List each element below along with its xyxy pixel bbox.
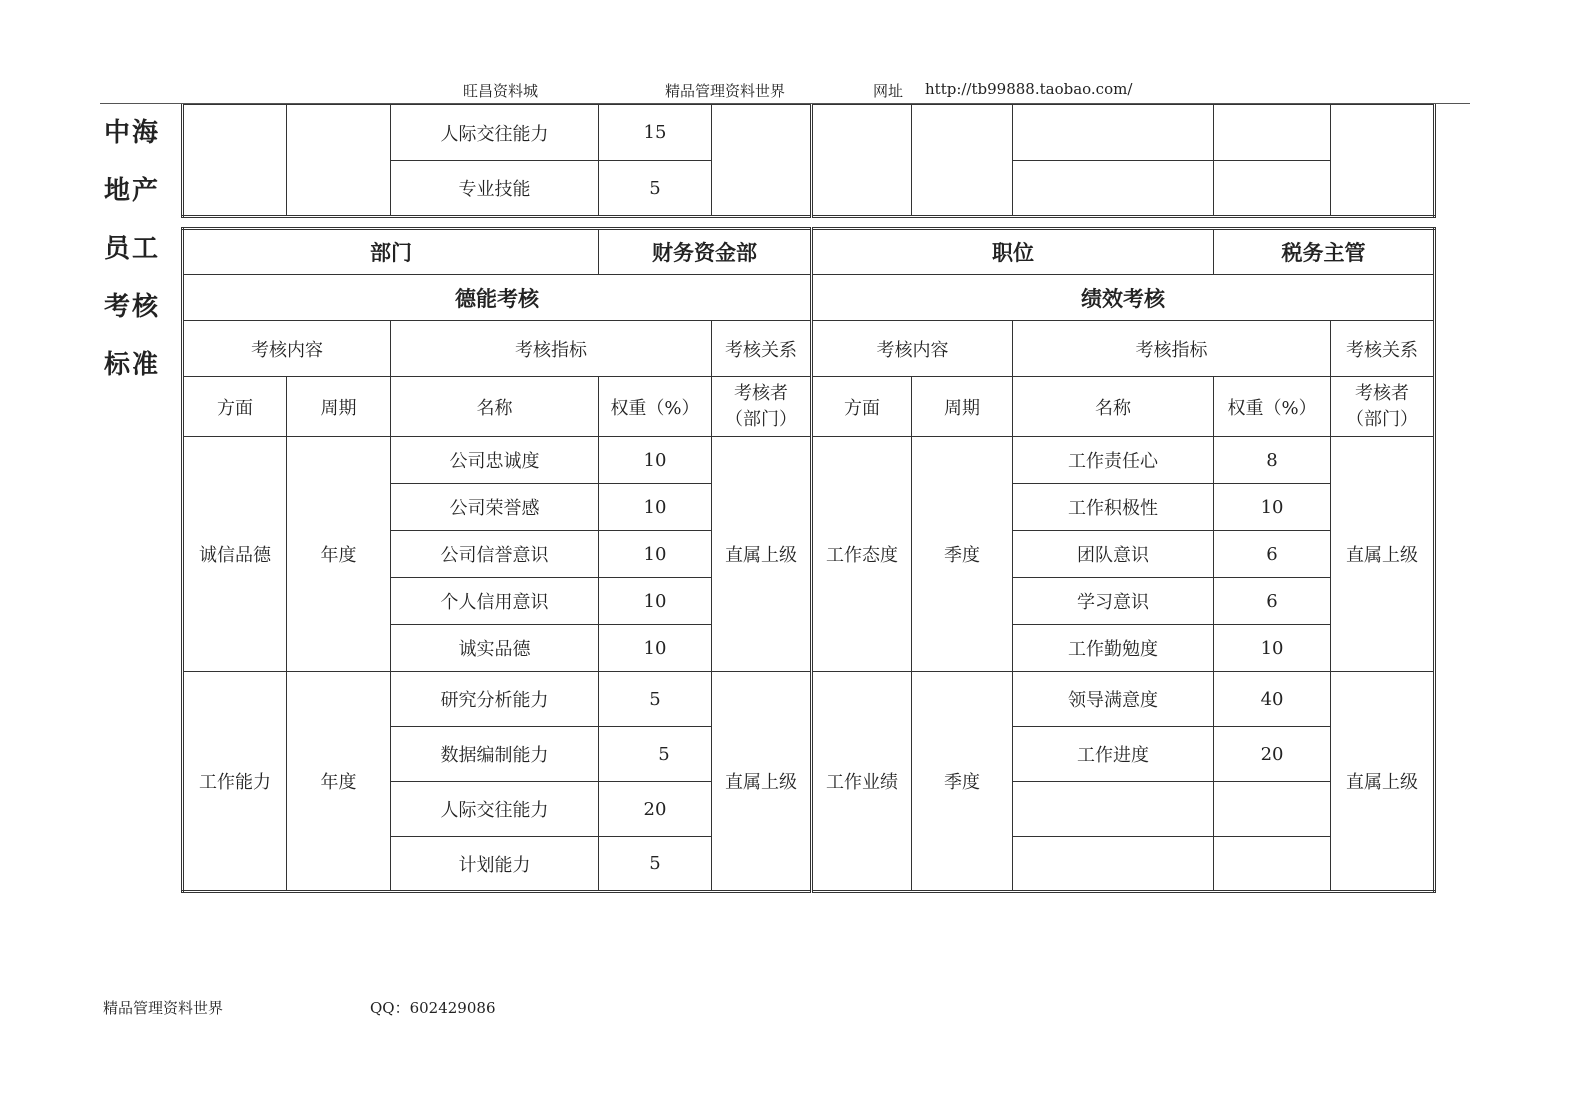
empty-cell (1331, 105, 1435, 217)
aspect-cell: 诚信品德 (183, 437, 287, 672)
item-name: 公司荣誉感 (391, 484, 599, 531)
header-period: 周期 (287, 377, 391, 437)
side-title (104, 104, 160, 394)
header-assessor-line: 考核者 (1355, 382, 1410, 404)
aspect-cell: 工作态度 (812, 437, 912, 672)
empty-cell (1013, 105, 1214, 161)
item-name: 个人信用意识 (391, 578, 599, 625)
item-name: 研究分析能力 (391, 672, 599, 727)
item-name: 诚实品德 (391, 625, 599, 672)
side-title-line: 中海 (104, 118, 161, 148)
header-content: 考核内容 (812, 321, 1013, 377)
item-weight: 10 (599, 625, 712, 672)
item-name (1013, 837, 1214, 892)
item-name: 专业技能 (391, 161, 599, 217)
item-name: 数据编制能力 (391, 727, 599, 782)
aspect-cell: 工作业绩 (812, 672, 912, 892)
footer-brand: 精品管理资料世界 (103, 999, 224, 1017)
empty-cell (912, 105, 1013, 217)
item-name: 计划能力 (391, 837, 599, 892)
footer-qq: QQ：602429086 (370, 999, 496, 1017)
empty-cell (1214, 161, 1331, 217)
post-value: 税务主管 (1214, 229, 1435, 275)
header-index: 考核指标 (391, 321, 712, 377)
side-title-line: 地产 (104, 176, 161, 206)
item-name: 人际交往能力 (391, 782, 599, 837)
item-name: 工作积极性 (1013, 484, 1214, 531)
relation-cell: 直属上级 (1331, 437, 1435, 672)
header-assessor (1331, 377, 1435, 437)
period-cell: 季度 (912, 437, 1013, 672)
header-relation: 考核关系 (1331, 321, 1435, 377)
item-name: 学习意识 (1013, 578, 1214, 625)
item-name: 公司信誉意识 (391, 531, 599, 578)
header-assessor (712, 377, 812, 437)
period-cell: 季度 (912, 672, 1013, 892)
header-name: 名称 (1013, 377, 1214, 437)
item-name: 工作责任心 (1013, 437, 1214, 484)
header-site-url[interactable]: http://tb99888.taobao.com/ (925, 80, 1133, 98)
empty-cell (287, 105, 391, 217)
table-row (183, 672, 1435, 727)
assessment-table (181, 227, 1436, 893)
header-shop: 旺昌资料城 (463, 82, 539, 100)
item-weight: 10 (599, 578, 712, 625)
table-row (183, 437, 1435, 484)
side-title-line: 员工 (104, 234, 161, 264)
header-site-label: 网址 (873, 82, 904, 100)
item-name: 公司忠诚度 (391, 437, 599, 484)
item-name: 工作勤勉度 (1013, 625, 1214, 672)
item-weight: 20 (1214, 727, 1331, 782)
period-cell: 年度 (287, 437, 391, 672)
header-assessor-line: （部门） (1346, 408, 1419, 430)
header-slogan: 精品管理资料世界 (665, 82, 786, 100)
header-aspect: 方面 (812, 377, 912, 437)
item-name: 领导满意度 (1013, 672, 1214, 727)
section-title-right: 绩效考核 (812, 275, 1435, 321)
header-weight: 权重（%） (599, 377, 712, 437)
item-weight: 20 (599, 782, 712, 837)
empty-cell (183, 105, 287, 217)
item-weight: 8 (1214, 437, 1331, 484)
header-name: 名称 (391, 377, 599, 437)
dept-label: 部门 (183, 229, 599, 275)
item-weight: 10 (599, 484, 712, 531)
item-name: 人际交往能力 (391, 105, 599, 161)
item-weight: 5 (599, 161, 712, 217)
header-content: 考核内容 (183, 321, 391, 377)
empty-cell (812, 105, 912, 217)
header-index: 考核指标 (1013, 321, 1331, 377)
header-weight: 权重（%） (1214, 377, 1331, 437)
top-fragment-table (181, 104, 1436, 218)
header-period: 周期 (912, 377, 1013, 437)
relation-cell: 直属上级 (1331, 672, 1435, 892)
item-weight: 6 (1214, 531, 1331, 578)
item-weight: 10 (1214, 484, 1331, 531)
empty-cell (1013, 161, 1214, 217)
item-name (1013, 782, 1214, 837)
period-cell: 年度 (287, 672, 391, 892)
item-weight: 15 (599, 105, 712, 161)
relation-cell: 直属上级 (712, 437, 812, 672)
header-assessor-line: （部门） (725, 408, 797, 430)
header-aspect: 方面 (183, 377, 287, 437)
section-title-left: 德能考核 (183, 275, 812, 321)
empty-cell (1214, 105, 1331, 161)
item-weight (1214, 782, 1331, 837)
empty-cell (712, 105, 812, 217)
item-weight (1214, 837, 1331, 892)
post-label: 职位 (812, 229, 1214, 275)
item-weight: 10 (1214, 625, 1331, 672)
item-weight: 10 (599, 437, 712, 484)
aspect-cell: 工作能力 (183, 672, 287, 892)
relation-cell: 直属上级 (712, 672, 812, 892)
item-weight: 10 (599, 531, 712, 578)
item-name: 工作进度 (1013, 727, 1214, 782)
item-weight: 5 (599, 672, 712, 727)
side-title-line: 标准 (104, 350, 161, 380)
item-weight: 5 (599, 837, 712, 892)
item-weight: 6 (1214, 578, 1331, 625)
item-weight: 40 (1214, 672, 1331, 727)
item-weight: 5 (599, 727, 712, 782)
dept-value: 财务资金部 (599, 229, 812, 275)
side-title-line: 考核 (104, 292, 161, 322)
header-relation: 考核关系 (712, 321, 812, 377)
item-name: 团队意识 (1013, 531, 1214, 578)
header-assessor-line: 考核者 (734, 382, 788, 404)
